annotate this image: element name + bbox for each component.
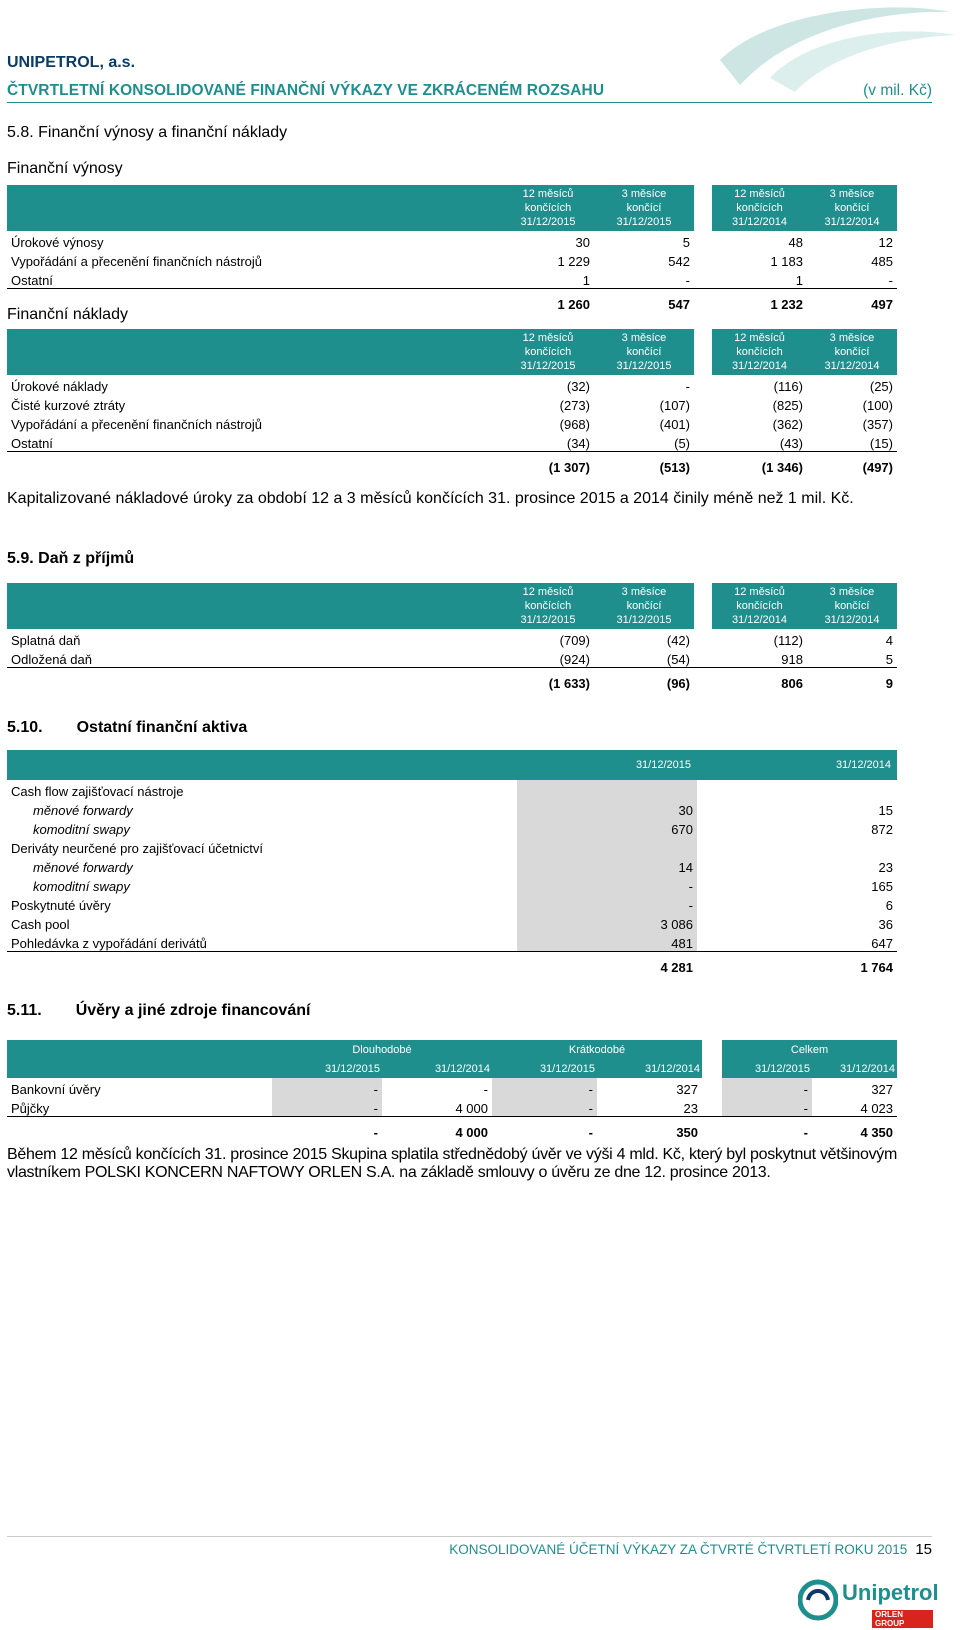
- footer-text: KONSOLIDOVANÉ ÚČETNÍ VÝKAZY ZA ČTVRTÉ ČTVRTLETÍ ROKU 2015: [449, 1542, 908, 1557]
- unit-label: (v mil. Kč): [863, 82, 932, 99]
- logo-mark-icon: [798, 1578, 838, 1622]
- page-number: 15: [915, 1541, 932, 1558]
- loans-table: [7, 1040, 897, 1140]
- col-header: 12 měsíců končících 31/12/2014: [712, 329, 807, 375]
- table-row: Ostatní (34) (5) (43) (15): [11, 435, 893, 451]
- section-number: 5.10.: [7, 719, 43, 736]
- col-header: 31/12/2014: [382, 1059, 492, 1078]
- table-row: komoditní swapy 670 872: [7, 818, 897, 837]
- other-financial-assets-table: [7, 750, 897, 975]
- total-row: (1 633) (96) 806 9: [7, 667, 897, 691]
- table-header-row: [7, 583, 897, 629]
- total-row: - 4 000 - 350 - 4 350: [7, 1116, 897, 1140]
- company-name: UNIPETROL, a.s.: [7, 54, 136, 71]
- group-header-short-term: Krátkodobé: [492, 1040, 702, 1059]
- financial-income-table: [7, 185, 897, 312]
- loan-repayment-note: Během 12 měsíců končících 31. prosince 2015 Skupina splatila střednědobý úvěr ve výši 4 mld. Kč, který byl poskytnut většinovým vlastníkem POLSKI KONCERN NAFTOWY ORLEN S.A. na základě smlouvy o úvěru ze dne 12. prosince 2013.: [7, 1146, 897, 1181]
- unipetrol-logo: [798, 1578, 939, 1628]
- section-name: Úvěry a jiné zdroje financování: [75, 1002, 311, 1019]
- table-row: Cash flow zajišťovací nástroje: [7, 780, 897, 799]
- col-header: 3 měsíce končící 31/12/2014: [807, 329, 897, 375]
- financial-costs-title: Finanční náklady: [7, 306, 128, 323]
- footer-rule: [7, 1536, 932, 1537]
- table-row: Čisté kurzové ztráty (273) (107) (825) (100): [11, 398, 893, 413]
- header-rule: [7, 102, 932, 103]
- table-row: komoditní swapy - 165: [7, 875, 897, 894]
- table-row: Úrokové náklady (32) - (116) (25): [11, 379, 893, 394]
- logo-sub: ORLEN GROUP: [872, 1610, 933, 1628]
- col-header: 12 měsíců končících 31/12/2014: [712, 583, 807, 629]
- col-header: 3 měsíce končící 31/12/2015: [594, 329, 694, 375]
- col-header: 12 měsíců končících 31/12/2015: [502, 185, 594, 231]
- section-5-11-title: [7, 1002, 310, 1020]
- section-number: 5.11.: [7, 1002, 42, 1019]
- financial-costs-table: [7, 329, 897, 475]
- table-row: Poskytnuté úvěry - 6: [7, 894, 897, 913]
- group-header-total: Celkem: [722, 1040, 897, 1059]
- table-row: Ostatní 1 - 1 -: [11, 272, 893, 288]
- table-row: Deriváty neurčené pro zajišťovací účetnictví: [7, 837, 897, 856]
- col-header: 31/12/2014: [697, 750, 897, 780]
- col-header: 31/12/2014: [597, 1059, 702, 1078]
- col-header: 12 měsíců končících 31/12/2015: [502, 329, 594, 375]
- col-header: 12 měsíců končících 31/12/2014: [712, 185, 807, 231]
- capitalized-interest-note: Kapitalizované nákladové úroky za období 12 a 3 měsíců končících 31. prosince 2015 a 2014 činily méně než 1 mil. Kč.: [7, 490, 854, 507]
- table-row: Vypořádání a přecenění finančních nástrojů (968) (401) (362) (357): [11, 417, 893, 432]
- col-header: 31/12/2015: [517, 750, 697, 780]
- table-row: Cash pool 3 086 36: [7, 913, 897, 932]
- section-name: Ostatní finanční aktiva: [76, 719, 248, 736]
- col-header: 31/12/2015: [492, 1059, 597, 1078]
- total-row: (1 307) (513) (1 346) (497): [7, 451, 897, 475]
- section-5-8-title: 5.8. Finanční výnosy a finanční náklady: [7, 124, 288, 141]
- col-header: 3 měsíce končící 31/12/2015: [594, 185, 694, 231]
- table-row: Půjčky - 4 000 - 23 - 4 023: [7, 1097, 897, 1116]
- col-header: 31/12/2014: [812, 1059, 897, 1078]
- logo-wordmark: Unipetrol: [842, 1580, 939, 1605]
- group-header-long-term: Dlouhodobé: [272, 1040, 492, 1059]
- table-header-row: [7, 329, 897, 375]
- section-5-9-title: 5.9. Daň z příjmů: [7, 550, 135, 567]
- table-row: měnové forwardy 14 23: [7, 856, 897, 875]
- col-header: 3 měsíce končící 31/12/2014: [807, 583, 897, 629]
- table-row: Bankovní úvěry - - - 327 - 327: [7, 1078, 897, 1097]
- table-header-row: [7, 750, 897, 780]
- table-row: Splatná daň (709) (42) (112) 4: [11, 633, 893, 648]
- financial-income-title: Finanční výnosy: [7, 160, 123, 177]
- total-row: 4 281 1 764: [7, 951, 897, 975]
- table-row: Odložená daň (924) (54) 918 5: [11, 651, 893, 667]
- table-header-row: [7, 1040, 897, 1059]
- table-header-row: [7, 185, 897, 231]
- report-title: ČTVRTLETNÍ KONSOLIDOVANÉ FINANČNÍ VÝKAZY VE ZKRÁCENÉM ROZSAHU: [7, 82, 605, 99]
- table-row: měnové forwardy 30 15: [7, 799, 897, 818]
- income-tax-table: [7, 583, 897, 691]
- section-5-10-title: [7, 719, 247, 737]
- table-row: Pohledávka z vypořádání derivátů 481 647: [7, 932, 897, 951]
- table-row: Úrokové výnosy 30 5 48 12: [11, 235, 893, 250]
- col-header: 3 měsíce končící 31/12/2014: [807, 185, 897, 231]
- col-header: 3 měsíce končící 31/12/2015: [594, 583, 694, 629]
- table-row: Vypořádání a přecenění finančních nástrojů 1 229 542 1 183 485: [11, 254, 893, 269]
- col-header: 31/12/2015: [722, 1059, 812, 1078]
- total-row: 1 260 547 1 232 497: [7, 288, 897, 312]
- footer: [449, 1541, 932, 1558]
- col-header: 31/12/2015: [272, 1059, 382, 1078]
- col-header: 12 měsíců končících 31/12/2015: [502, 583, 594, 629]
